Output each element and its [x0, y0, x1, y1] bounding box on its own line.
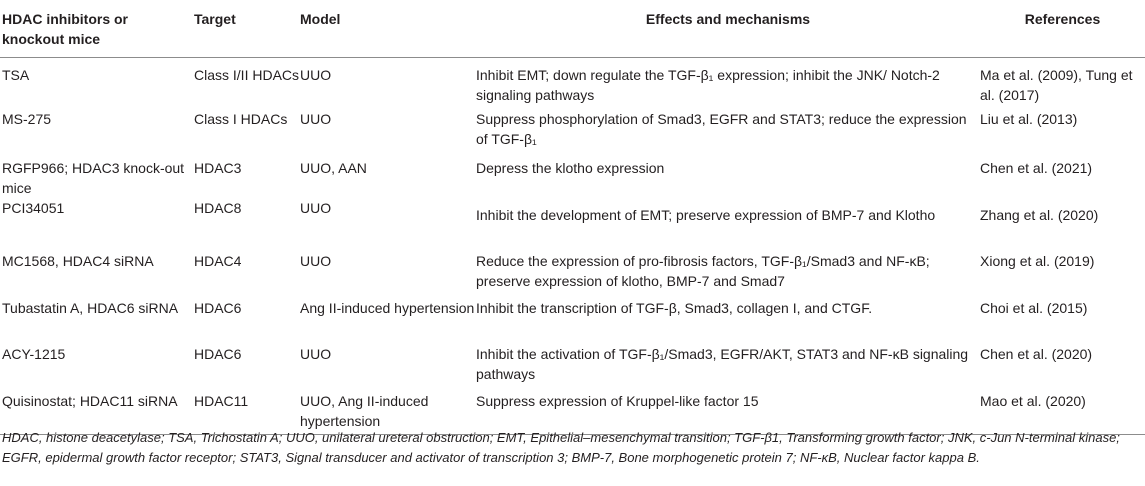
- table-row: [0, 337, 1145, 384]
- cell-model: UUO: [300, 345, 332, 362]
- table-row: [0, 109, 1145, 151]
- header-target: Target: [194, 0, 300, 58]
- cell-target: HDAC11: [194, 384, 300, 435]
- cell-inhibitor: Tubastatin A, HDAC6 siRNA: [2, 299, 179, 316]
- cell-references: Mao et al. (2020): [980, 384, 1145, 435]
- cell-model: UUO, AAN: [300, 159, 367, 176]
- cell-model: UUO, Ang II-induced hypertension: [300, 384, 476, 435]
- cell-effects: Inhibit the transcription of TGF-β, Smad3, collagen I, and CTGF.: [476, 299, 873, 316]
- cell-references: Zhang et al. (2020): [980, 206, 1099, 223]
- cell-target: Class I/II HDACs: [194, 67, 300, 83]
- cell-effects: Reduce the expression of pro-fibrosis factors, TGF-β₁/Smad3 and NF-κB; preserve expression of klotho, BMP-7 and Smad7: [476, 252, 930, 289]
- cell-references: Ma et al. (2009), Tung et al. (2017): [980, 67, 1133, 103]
- cell-target: HDAC6: [194, 345, 242, 362]
- cell-references: Chen et al. (2020): [980, 345, 1093, 362]
- cell-target: Class I HDACs: [194, 110, 288, 127]
- cell-model: UUO: [300, 110, 332, 127]
- header-inhibitors: HDAC inhibitors or knockout mice: [0, 0, 194, 58]
- cell-inhibitor: ACY-1215: [2, 345, 66, 362]
- cell-effects: Inhibit the activation of TGF-β₁/Smad3, EGFR/AKT, STAT3 and NF-κB signaling pathways: [476, 345, 969, 382]
- cell-effects: Suppress expression of Kruppel-like factor 15: [476, 384, 980, 435]
- cell-model: Ang II-induced hypertension: [300, 299, 475, 316]
- cell-target: HDAC4: [194, 252, 242, 269]
- cell-inhibitor: RGFP966; HDAC3 knock-out mice: [2, 159, 185, 196]
- cell-inhibitor: TSA: [2, 67, 30, 83]
- cell-inhibitor: PCI34051: [2, 199, 65, 216]
- table-row: [0, 198, 1145, 244]
- header-model: Model: [300, 0, 476, 58]
- cell-target: HDAC3: [194, 159, 242, 176]
- cell-inhibitor: MS-275: [2, 110, 52, 127]
- header-effects: Effects and mechanisms: [476, 0, 980, 58]
- cell-references: Xiong et al. (2019): [980, 252, 1095, 269]
- table-row: [0, 384, 1145, 435]
- cell-effects: Inhibit EMT; down regulate the TGF-β₁ expression; inhibit the JNK/ Notch-2 signaling pathways: [476, 67, 940, 103]
- cell-effects: Depress the klotho expression: [476, 159, 665, 176]
- header-references: References: [980, 0, 1145, 58]
- cell-references: Chen et al. (2021): [980, 159, 1093, 176]
- table-row: [0, 58, 1145, 109]
- cell-effects: Suppress phosphorylation of Smad3, EGFR and STAT3; reduce the expression of TGF-β₁: [476, 110, 967, 147]
- table-row: [0, 291, 1145, 337]
- cell-target: HDAC6: [194, 299, 242, 316]
- cell-effects: Inhibit the development of EMT; preserve expression of BMP-7 and Klotho: [476, 206, 936, 223]
- cell-inhibitor: Quisinostat; HDAC11 siRNA: [0, 384, 194, 435]
- cell-references: Liu et al. (2013): [980, 110, 1078, 127]
- cell-model: UUO: [300, 199, 332, 216]
- table-row: [0, 244, 1145, 291]
- table-body: [0, 58, 1145, 435]
- cell-target: HDAC8: [194, 199, 242, 216]
- cell-model: UUO: [300, 252, 332, 269]
- table-header: [0, 0, 1145, 58]
- cell-inhibitor: MC1568, HDAC4 siRNA: [2, 252, 154, 269]
- table-footnote: HDAC, histone deacetylase; TSA, Trichostatin A; UUO, unilateral ureteral obstruction; EMT, Epithelial–mesenchymal transition; TGF-β1, Transforming growth factor; JNK, c-Jun N-terminal kinase; EGFR, epidermal growth factor receptor; STAT3, Signal transducer and activator of transcription 3; BMP-7, Bone morphogenetic protein 7; NF-κB, Nuclear factor kappa B.: [2, 430, 1120, 465]
- header-row: [0, 0, 1145, 58]
- cell-references: Choi et al. (2015): [980, 299, 1088, 316]
- table-row: [0, 151, 1145, 198]
- cell-model: UUO: [300, 67, 332, 83]
